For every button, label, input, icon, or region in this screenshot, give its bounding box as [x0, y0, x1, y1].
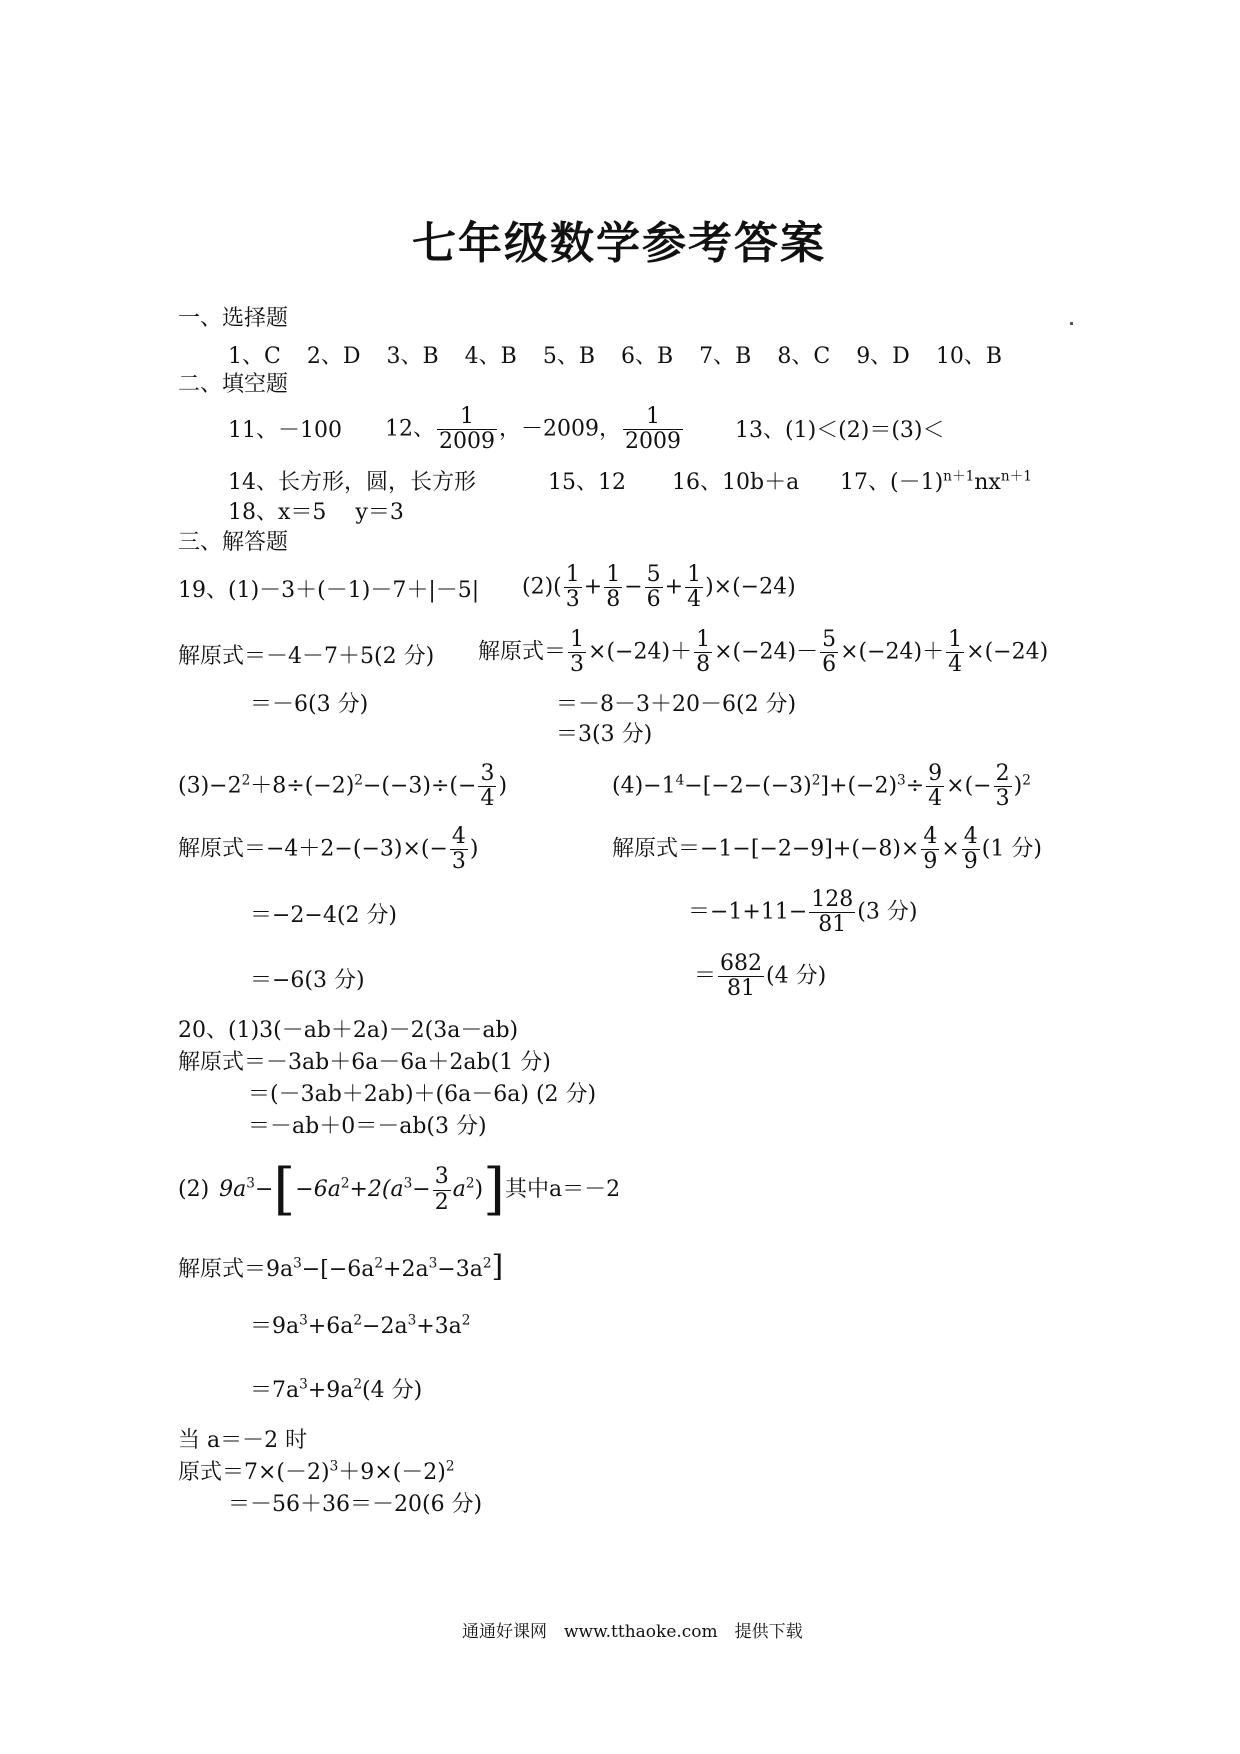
q19-part3-solution-2: ＝−2−4(2 分) [250, 903, 398, 928]
choice-answer: 7、B [699, 344, 752, 369]
fraction: $\frac{1}{2009}$ [625, 404, 681, 455]
fraction: $\frac{1}{8}$ [696, 627, 711, 678]
q19-part4-solution-2: ＝−1+11− $\frac{128}{81}$ (3 分) [688, 887, 918, 938]
fill-q16: 16、10b＋a [672, 470, 800, 495]
choice-answer: 8、C [777, 344, 831, 369]
choice-answers-row [228, 346, 1002, 368]
choice-answer: 4、B [464, 344, 517, 369]
q20-part2-problem: (2) $9a^3-[-6a^2+2(a^3-$ $\frac{3}{2}$ $a^2$)]其中a＝－2 [178, 1157, 621, 1222]
fraction: $\frac{9}{4}$ [928, 761, 943, 812]
q19-part4-solution-3: ＝ $\frac{682}{81}$ (4 分) [694, 951, 827, 1002]
fill-q17: 17、$(-1)^{n+1}nx^{n+1}$ [840, 468, 1032, 495]
q19-part1-problem: 19、(1)－3＋(－1)－7＋|－5| [178, 578, 480, 603]
q19-part4-problem: $(4)-1^4-[-2-(-3)^2]+(-2)^3\div$ $\frac{9}{4}$ ×(− $\frac{2}{3}$ )$^2$ [612, 761, 1031, 812]
page-title: 七年级数学参考答案 [412, 218, 826, 269]
section-solve-heading: 三、解答题 [178, 530, 289, 555]
fraction: $\frac{1}{3}$ [570, 627, 585, 678]
fraction: $\frac{4}{3}$ [451, 824, 466, 875]
q20-substitution-2: ＝－56＋36＝－20(6 分) [228, 1492, 483, 1517]
fraction: $\frac{5}{6}$ [822, 627, 837, 678]
q20-part1-problem: 20、(1)3(－ab＋2a)－2(3a－ab) [178, 1018, 519, 1043]
fraction: $\frac{4}{9}$ [963, 824, 978, 875]
choice-answer: 9、D [856, 344, 910, 369]
q19-part2-solution-2: ＝－8－3＋20－6(2 分) [556, 692, 797, 717]
fraction: $\frac{1}{4}$ [687, 562, 702, 613]
q12-mid: ，－2009， [499, 416, 621, 442]
fill-q15: 15、12 [548, 470, 626, 495]
fraction: $\frac{1}{8}$ [606, 562, 621, 613]
section-choice-heading: 一、选择题 [178, 306, 289, 331]
fraction: $\frac{2}{3}$ [995, 761, 1010, 812]
fill-q11: 11、－100 [228, 418, 342, 443]
q20-substitution-1: 原式$=7\times(-2)^3+9\times(-2)^2$ [178, 1458, 455, 1485]
fill-q13: 13、(1)＜(2)＝(3)＜ [735, 418, 945, 443]
q19-part3-problem: $(3)-2^2+8\div(-2)^2-(-3)\div(-$ $\frac{3}{4}$ ) [178, 761, 508, 812]
choice-answer: 5、B [542, 344, 595, 369]
fraction: $\frac{5}{6}$ [646, 562, 661, 613]
q19-part3-solution-1: 解原式＝−4＋2−(−3)×(− $\frac{4}{3}$ ) [178, 824, 479, 875]
fraction: $\frac{1}{3}$ [565, 562, 580, 613]
fill-q12 [385, 405, 685, 454]
fraction: $\frac{682}{81}$ [720, 951, 763, 1002]
section-fill-heading: 二、填空题 [178, 372, 289, 397]
choice-answer: 3、B [386, 344, 439, 369]
choice-answer: 6、B [621, 344, 674, 369]
q20-part1-solution-2: ＝(－3ab＋2ab)＋(6a－6a) (2 分) [248, 1082, 597, 1107]
q20-part2-solution-3: $=7a^3+9a^2(4$ 分) [250, 1376, 423, 1403]
q19-part1-solution-1: 解原式＝－4－7＋5(2 分) [178, 644, 435, 669]
q20-part1-solution-1: 解原式＝－3ab＋6a－6a＋2ab(1 分) [178, 1050, 551, 1075]
fraction: $\frac{3}{2}$ [434, 1164, 449, 1215]
choice-answer: 10、B [935, 344, 1002, 369]
fraction: $\frac{3}{4}$ [480, 761, 495, 812]
page-footer: 通通好课网 www.tthaoke.com 提供下载 [462, 1622, 803, 1642]
fill-q18: 18、x＝5 y＝3 [228, 500, 404, 525]
q12-label: 12、 [385, 416, 435, 442]
q19-part2-solution-1: 解原式＝ $\frac{1}{3}$ ×(−24)＋ $\frac{1}{8}$ ×(−24)－ $\frac{5}{6}$ ×(−24)＋ $\frac{1}{4}$ ×(−24) [478, 627, 1049, 678]
fill-q14: 14、长方形，圆，长方形 [228, 470, 476, 495]
q20-part1-solution-3: ＝－ab＋0＝－ab(3 分) [248, 1114, 487, 1139]
q20-part2-solution-2: $=9a^3+6a^2-2a^3+3a^2$ [250, 1312, 471, 1339]
q19-part2-problem: (2)( $\frac{1}{3}$ + $\frac{1}{8}$ − $\frac{5}{6}$ + $\frac{1}{4}$ )×(−24) [522, 562, 796, 613]
fraction: $\frac{128}{81}$ [811, 887, 854, 938]
q19-part1-solution-2: ＝－6(3 分) [250, 692, 369, 717]
q20-part2-solution-1: 解原式$=9a^3-[-6a^2+2a^3-3a^2]$ [178, 1249, 504, 1284]
fraction: $\frac{4}{9}$ [923, 824, 938, 875]
choice-answer: 2、D [306, 344, 361, 369]
choice-answer: 1、C [228, 344, 281, 369]
q20-when-line: 当 a＝－2 时 [178, 1428, 308, 1453]
scan-speck [1070, 322, 1073, 325]
q19-part3-solution-3: ＝−6(3 分) [250, 968, 365, 993]
q19-part2-solution-3: ＝3(3 分) [556, 722, 653, 747]
q19-part4-solution-1: 解原式＝−1−[−2−9]+(−8)× $\frac{4}{9}$ × $\frac{4}{9}$ (1 分) [612, 824, 1042, 875]
fraction: $\frac{1}{2009}$ [439, 404, 495, 455]
fraction: $\frac{1}{4}$ [948, 627, 963, 678]
